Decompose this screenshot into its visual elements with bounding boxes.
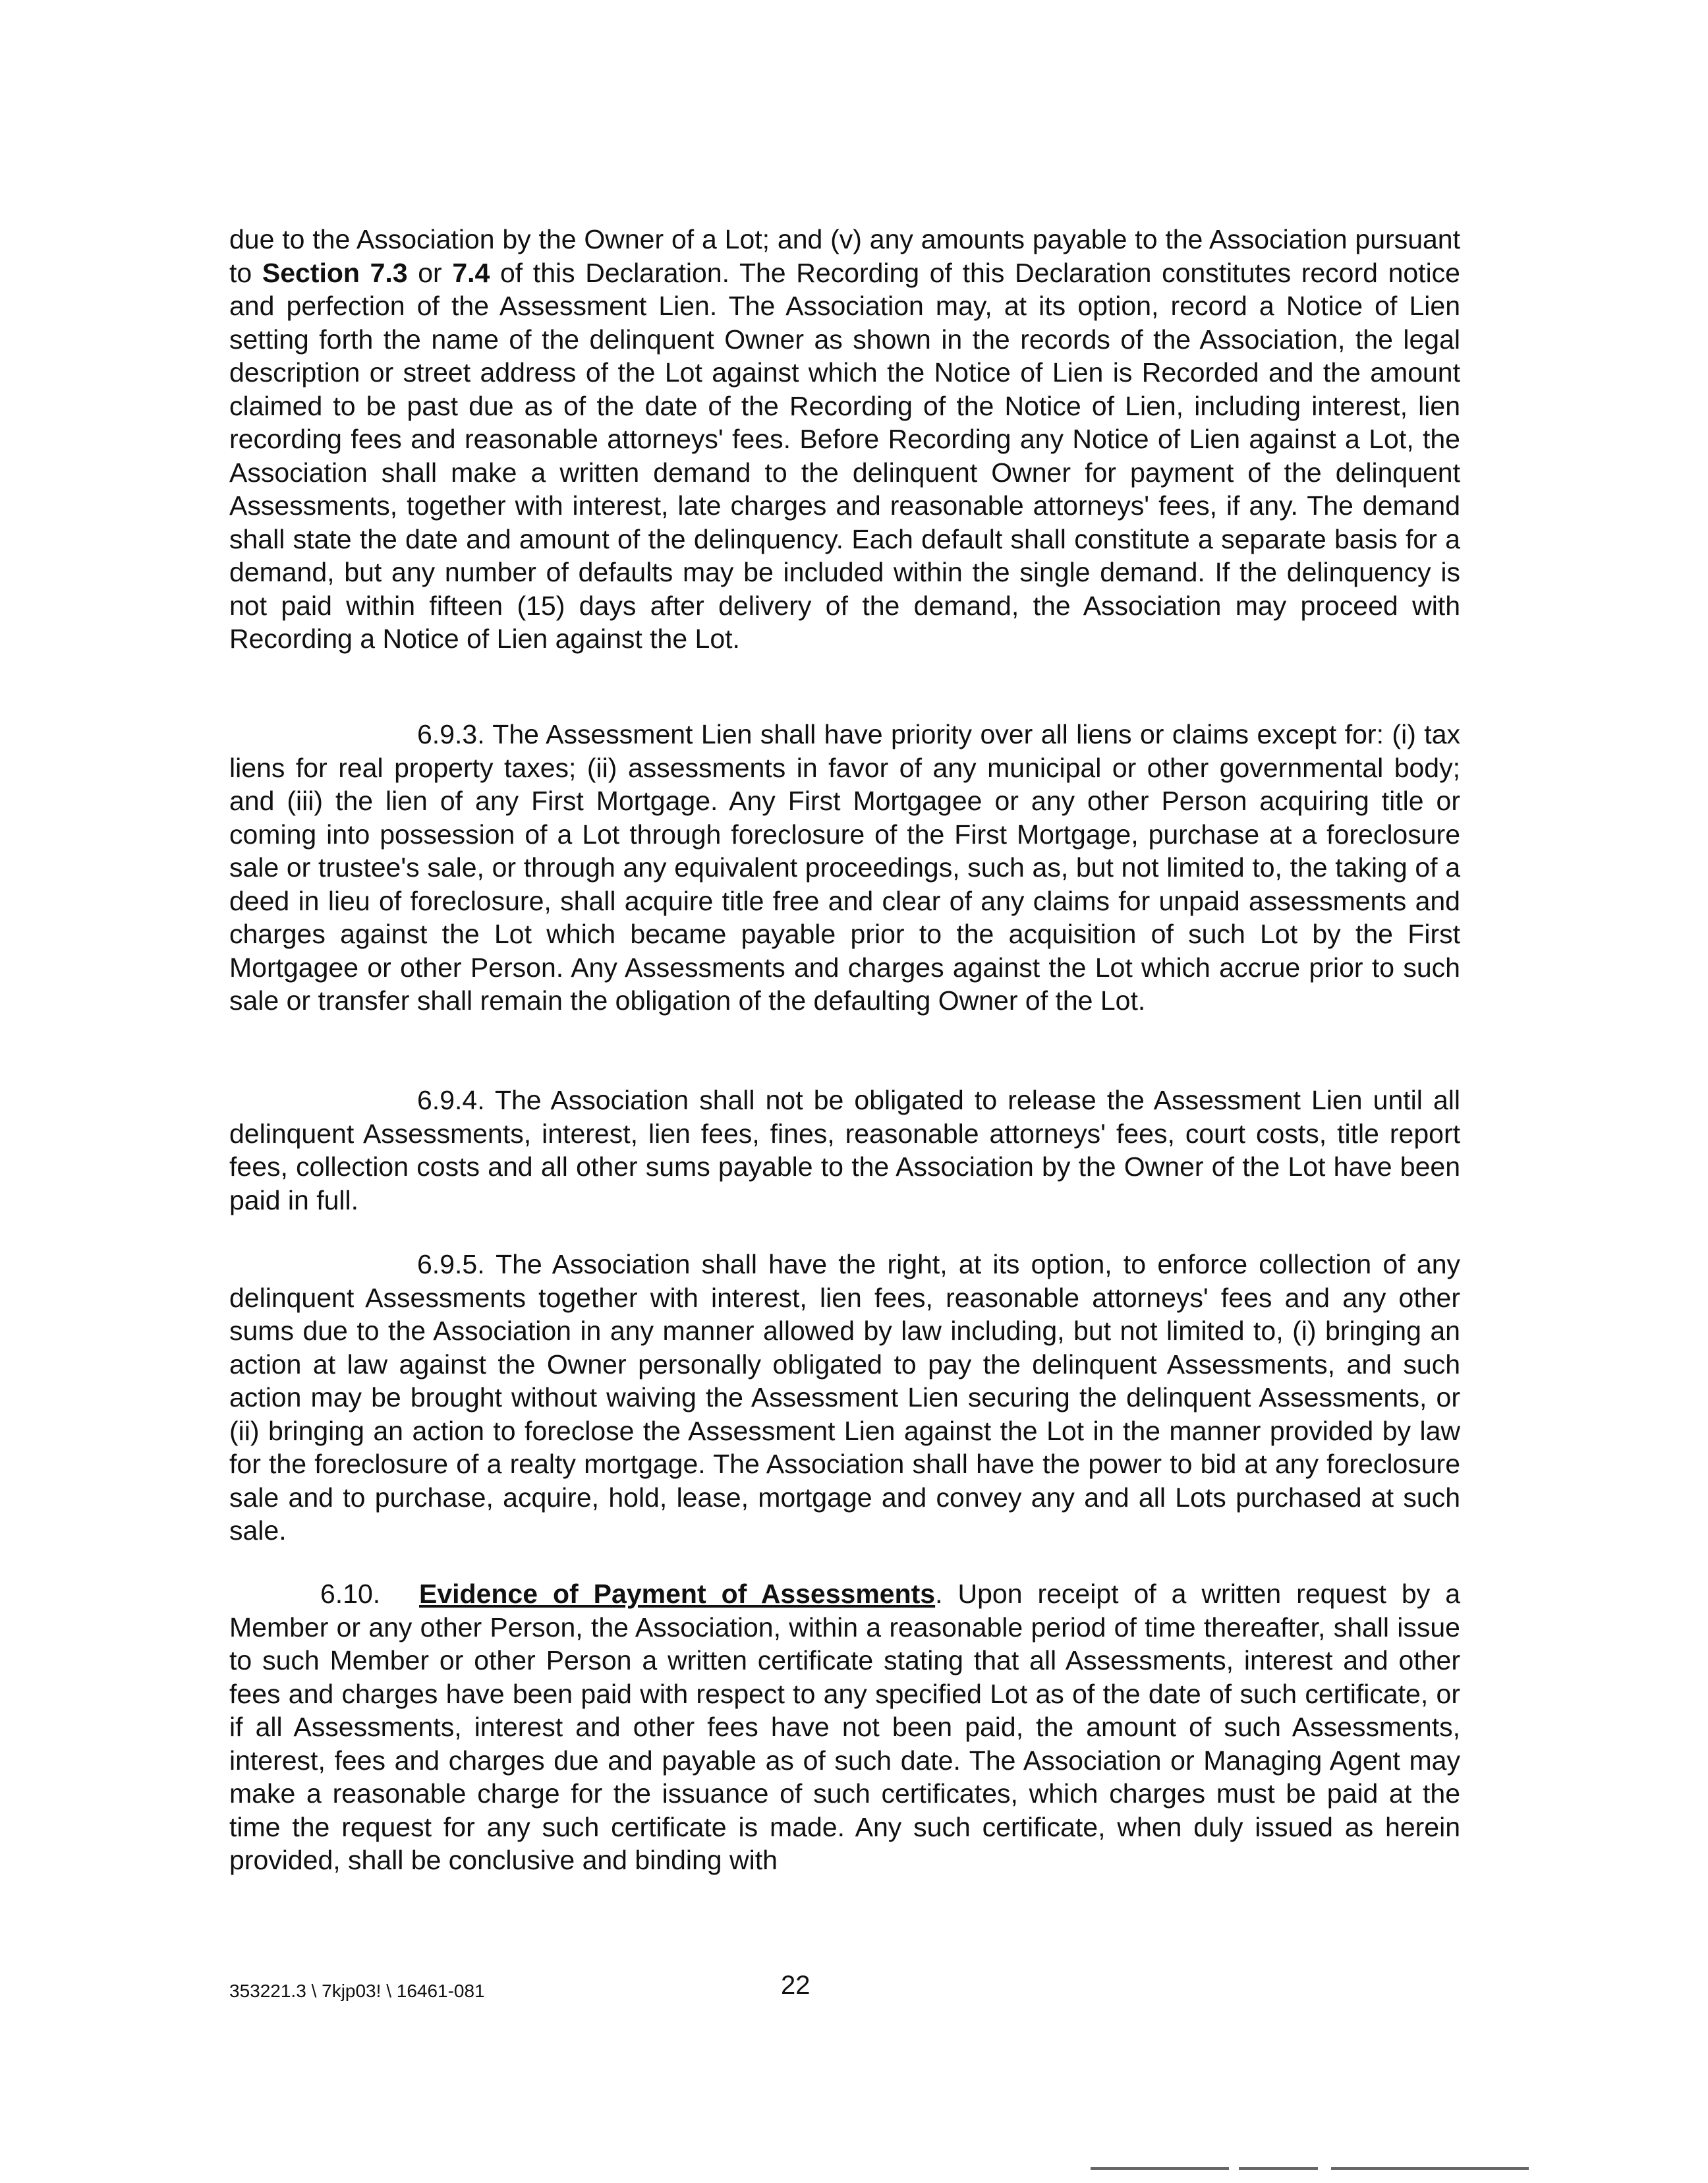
paragraph-text: of this Declaration. The Recording of this Declaration constitutes record notice and perfection of the Assessment Lien. The Association may, at its option, record a Notice of Lien setting forth the name of the delinquent Owner as shown in the records of the Association, the legal description or street address of the Lot against which the Notice of Lien is Recorded and the amount claimed to be past due as of the date of the Recording of the Notice of Lien, including interest, lien recording fees and reasonable attorneys' fees. Before Recording any Notice of Lien against a Lot, the Association shall make a written demand to the delinquent Owner for payment of the delinquent Assessments, together with interest, late charges and reasonable attorneys' fees, if any. The demand shall state the date and amount of the delinquency. Each default shall constitute a separate basis for a demand, but any number of defaults may be included within the single demand. If the delinquency is not paid within fifteen (15) days after delivery of the demand, the Association may proceed with Recording a Notice of Lien against the Lot. xyxy=(229,257,1460,654)
paragraph-text: or xyxy=(407,257,453,288)
paragraph-text: due to the Association by the Owner of a Lot; and (v) any amounts payable to the Association pursuant to xyxy=(229,224,1460,288)
paragraph-number: 6.9.5. xyxy=(417,1249,485,1279)
paragraph-assessment-lien-continued xyxy=(229,223,1460,656)
section-number: 6.10. xyxy=(320,1579,381,1609)
paragraph-6-9-4 xyxy=(229,1084,1460,1217)
scan-artifact-line xyxy=(1091,2167,1229,2170)
paragraph-text: . Upon receipt of a written request by a Member or any other Person, the Association, within a reasonable period of time thereafter, shall issue to such Member or other Person a written certificate stating that all Assessments, interest and other fees and charges have been paid with respect to any specified Lot as of the date of such certificate, or if all Assessments, interest and other fees have not been paid, the amount of such Assessments, interest, fees and charges due and payable as of such date. The Association or Managing Agent may make a reasonable charge for the issuance of such certificates, which charges must be paid at the time the request for any such certificate is made. Any such certificate, when duly issued as herein provided, shall be conclusive and binding with xyxy=(229,1579,1460,1875)
section-6-10 xyxy=(229,1577,1460,1877)
scan-artifact-line xyxy=(1239,2167,1318,2170)
footer-document-id: 353221.3 \ 7kjp03! \ 16461-081 xyxy=(229,1981,485,2001)
paragraph-6-9-5 xyxy=(229,1248,1460,1548)
section-reference: Section 7.3 xyxy=(262,257,408,288)
scan-artifact-line xyxy=(1331,2167,1529,2170)
paragraph-text: The Association shall not be obligated to release the Assessment Lien until all delinquent Assessments, interest, lien fees, fines, reasonable attorneys' fees, court costs, title report fees, collection costs and all other sums payable to the Association by the Owner of the Lot have been paid in full. xyxy=(229,1085,1460,1215)
paragraph-number: 6.9.3. xyxy=(417,719,485,749)
section-reference: 7.4 xyxy=(452,257,490,288)
page-number: 22 xyxy=(781,1971,811,2000)
paragraph-number: 6.9.4. xyxy=(417,1085,485,1115)
paragraph-6-9-3 xyxy=(229,718,1460,1018)
section-heading: Evidence of Payment of Assessments xyxy=(419,1579,936,1609)
paragraph-text: The Association shall have the right, at its option, to enforce collection of any delinquent Assessments together with interest, lien fees, reasonable attorneys' fees and any other sums due to the Association in any manner allowed by law including, but not limited to, (i) bringing an action at law against the Owner personally obligated to pay the delinquent Assessments, and such action may be brought without waiving the Assessment Lien securing the delinquent Assessments, or (ii) bringing an action to foreclose the Assessment Lien against the Lot in the manner provided by law for the foreclosure of a realty mortgage. The Association shall have the power to bid at any foreclosure sale and to purchase, acquire, hold, lease, mortgage and convey any and all Lots purchased at such sale. xyxy=(229,1249,1460,1546)
paragraph-text: The Assessment Lien shall have priority over all liens or claims except for: (i) tax liens for real property taxes; (ii) assessments in favor of any municipal or other governmental body; and (iii) the lien of any First Mortgage. Any First Mortgagee or any other Person acquiring title or coming into possession of a Lot through foreclosure of the First Mortgage, purchase at a foreclosure sale or trustee's sale, or through any equivalent proceedings, such as, but not limited to, the taking of a deed in lieu of foreclosure, shall acquire title free and clear of any claims for unpaid assessments and charges against the Lot which became payable prior to the acquisition of such Lot by the First Mortgagee or other Person. Any Assessments and charges against the Lot which accrue prior to such sale or transfer shall remain the obligation of the defaulting Owner of the Lot. xyxy=(229,719,1460,1016)
